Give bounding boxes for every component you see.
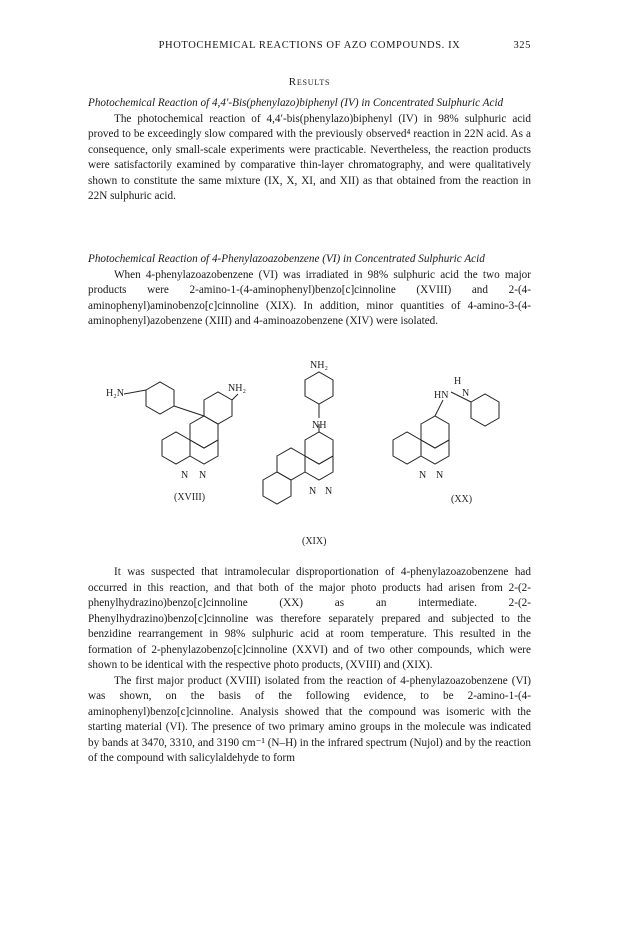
xix-azo-n1: N: [309, 486, 317, 497]
subsection-1-heading: Photochemical Reaction of 4,4′-Bis(phenylazo)biphenyl (IV) in Concentrated Sulphuric Acid: [88, 97, 504, 109]
xx-azo-n1: N: [419, 470, 427, 481]
structure-xviii: [124, 382, 238, 464]
body-text: [88, 565, 531, 767]
subsection-1-paragraph: The photochemical reaction of 4,4′-bis(phenylazo)biphenyl (IV) in 98% sulphuric acid proved to be exceedingly slow compared with the previously observed⁴ reaction in 22N acid. As a consequence, only small-scale experiments were practicable. Nevertheless, the reaction products were satisfactorily examined by comparative thin-layer chromatography, and were qualitatively shown to constitute the same mixture (IX, X, XI, and XII) as that obtained from the reaction in 22N sulphuric acid.: [88, 112, 531, 202]
xx-hn-group: HN: [434, 390, 449, 401]
xx-hydrogen: H: [454, 376, 462, 387]
xix-amine-top: NH₂: [310, 360, 328, 371]
running-head: [88, 40, 531, 51]
subsection-2: [88, 252, 531, 330]
structure-xix: [263, 372, 333, 504]
xviii-amine-right: NH₂: [228, 383, 246, 394]
subsection-2-paragraph: When 4-phenylazoazobenzene (VI) was irradiated in 98% sulphuric acid the two major products were 2-amino-1-(4-aminophenyl)benzo[c]cinnoline (XVIII) and 2-(4-aminophenyl)aminobenzo[c]cinnoline (XIX). In addition, minor quantities of 4-amino-3-(4-aminophenyl)azobenzene (XIII) and 4-aminoazobenzene (XIV) were isolated.: [88, 268, 531, 327]
running-title: PHOTOCHEMICAL REACTIONS OF AZO COMPOUNDS. IX: [158, 40, 461, 51]
xx-azo-n2: N: [436, 470, 444, 481]
xx-hydrazo-n: N: [462, 388, 470, 399]
page-number: 325: [513, 40, 531, 51]
xix-amine-link: NH: [312, 420, 327, 431]
body-paragraph-2: The first major product (XVIII) isolated from the reaction of 4-phenylazoazobenzene (VI) was shown, on the basis of the following evidence, to be 2-amino-1-(4-aminophenyl)benzo[c]cinnoline. Analysis showed that the compound was isomeric with the starting material (VI). The presence of two primary amino groups in the molecule was indicated by bands at 3470, 3310, and 3190 cm⁻¹ (N–H) in the infrared spectrum (Nujol) and by the reaction of the compound with salicylaldehyde to form: [88, 674, 531, 764]
section-heading: Results: [288, 76, 331, 88]
chemical-structures: [88, 360, 531, 560]
body-paragraph-1: It was suspected that intramolecular disproportionation of 4-phenylazoazobenzene had occurred in this reaction, and that both of the major photo products had arisen from 2-(2-phenylhydrazino)benzo[c]cinnoline (XX) as an intermediate. 2-(2-Phenylhydrazino)benzo[c]cinnoline was therefore separately prepared and subjected to the benzidine rearrangement in 98% sulphuric acid at room temperature. This resulted in the formation of 2-phenylazobenzo[c]cinnoline (XXVI) and of two other compounds, which were shown to be identical with the respective photo products, (XVIII) and (XIX).: [88, 566, 531, 671]
xviii-azo-n2: N: [199, 470, 207, 481]
subsection-1: [88, 96, 531, 205]
xix-label: (XIX): [302, 536, 327, 547]
xx-label: (XX): [451, 494, 473, 505]
xix-azo-n2: N: [325, 486, 333, 497]
xviii-azo-n1: N: [181, 470, 189, 481]
xviii-label: (XVIII): [174, 492, 206, 503]
subsection-2-heading: Photochemical Reaction of 4-Phenylazoazobenzene (VI) in Concentrated Sulphuric Acid: [88, 253, 485, 265]
structures-figure: [88, 360, 531, 560]
structure-xx: [393, 392, 499, 464]
xviii-amine-left: H₂N: [106, 388, 124, 399]
